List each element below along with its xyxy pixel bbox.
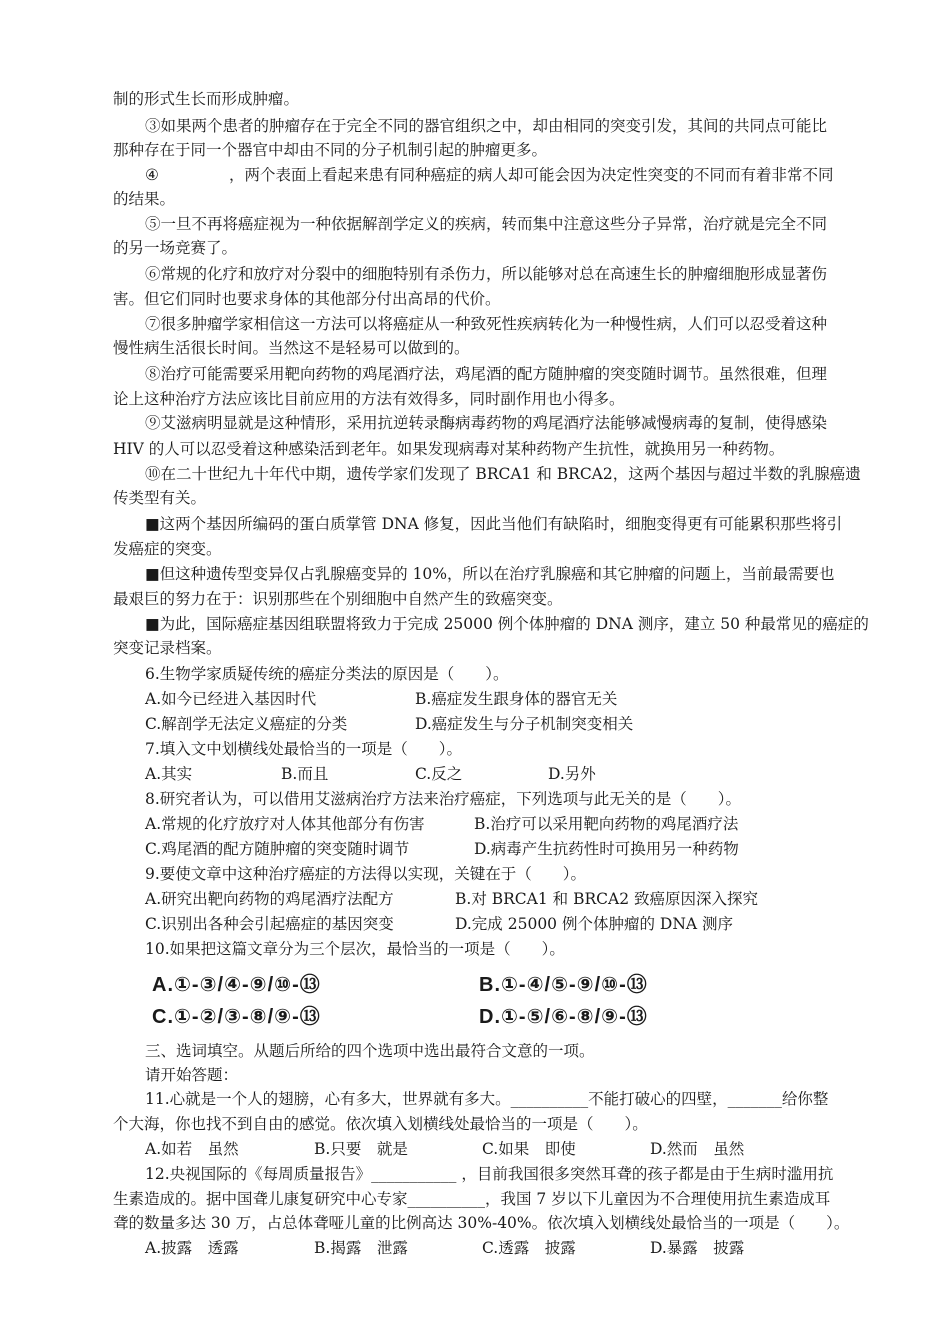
question-7-option-a: A.其实 — [145, 765, 193, 783]
question-11-option-c: C.如果 即使 — [482, 1140, 576, 1158]
question-11-option-a: A.如若 虽然 — [145, 1140, 239, 1158]
paragraph-10-line: 传类型有关。 — [113, 489, 207, 507]
paragraph-11-line: 发癌症的突变。 — [113, 540, 222, 558]
paragraph-7-line: ⑦很多肿瘤学家相信这一方法可以将癌症从一种致死性疾病转化为一种慢性病，人们可以忍受着这种 — [145, 315, 828, 333]
question-12-line: 聋的数量多达 30 万，占总体聋哑儿童的比例高达 30%-40%。依次填入划横线处最恰当的一项是（ ）。 — [113, 1214, 850, 1232]
paragraph-13-line: ■为此，国际癌症基因组联盟将致力于完成 25000 例个体肿瘤的 DNA 测序，建立 50 种最常见的癌症的 — [145, 615, 869, 633]
paragraph-13-line: 突变记录档案。 — [113, 639, 222, 657]
paragraph-line: 制的形式生长而形成肿瘤。 — [113, 90, 300, 108]
question-12-line: 12.央视国际的《每周质量报告》___________ ，目前我国很多突然耳聋的孩子都是由于生病时滥用抗 — [145, 1165, 834, 1183]
paragraph-9-line: ⑨艾滋病明显就是这种情形，采用抗逆转录酶病毒药物的鸡尾酒疗法能够减慢病毒的复制，使得感染 — [145, 414, 828, 432]
paragraph-3-line: ③如果两个患者的肿瘤存在于完全不同的器官组织之中，却由相同的突变引发，其间的共同点可能比 — [145, 117, 828, 135]
question-9-option-b: B.对 BRCA1 和 BRCA2 致癌原因深入探究 — [455, 890, 758, 908]
paragraph-6-line: ⑥常规的化疗和放疗对分裂中的细胞特别有杀伤力，所以能够对总在高速生长的肿瘤细胞形成显著伤 — [145, 265, 828, 283]
question-7-option-d: D.另外 — [548, 765, 596, 783]
question-11-line: 个大海，你也找不到自由的感觉。依次填入划横线处最恰当的一项是（ ）。 — [113, 1115, 648, 1133]
question-8-option-d: D.病毒产生抗药性时可换用另一种药物 — [474, 840, 739, 858]
question-6-option-c: C.解剖学无法定义癌症的分类 — [145, 715, 348, 733]
question-8-option-a: A.常规的化疗放疗对人体其他部分有伤害 — [145, 815, 425, 833]
paragraph-9-line: HIV 的人可以忍受着这种感染活到老年。如果发现病毒对某种药物产生抗性，就换用另一种药物。 — [113, 440, 785, 458]
start-prompt: 请开始答题： — [145, 1066, 239, 1084]
question-8-option-c: C.鸡尾酒的配方随肿瘤的突变随时调节 — [145, 840, 410, 858]
question-11-option-d: D.然而 虽然 — [650, 1140, 745, 1158]
paragraph-4-line: 的结果。 — [113, 190, 176, 208]
question-9-stem: 9.要使文章中这种治疗癌症的方法得以实现，关键在于（ ）。 — [145, 865, 587, 883]
paragraph-5-line: ⑤一旦不再将癌症视为一种依据解剖学定义的疾病，转而集中注意这些分子异常，治疗就是完全不同 — [145, 215, 828, 233]
question-6-option-b: B.癌症发生跟身体的器官无关 — [415, 690, 618, 708]
paragraph-8-line: ⑧治疗可能需要采用靶向药物的鸡尾酒疗法，鸡尾酒的配方随肿瘤的突变随时调节。虽然很难，但理 — [145, 365, 828, 383]
question-9-option-a: A.研究出靶向药物的鸡尾酒疗法配方 — [145, 890, 394, 908]
paragraph-7-line: 慢性病生活很长时间。当然这不是轻易可以做到的。 — [113, 339, 470, 357]
question-6-option-d: D.癌症发生与分子机制突变相关 — [415, 715, 634, 733]
question-6-option-a: A.如今已经进入基因时代 — [145, 690, 317, 708]
question-8-option-b: B.治疗可以采用靶向药物的鸡尾酒疗法 — [474, 815, 739, 833]
question-10-option-a: A.①-③/④-⑨/⑩-⑬ — [152, 974, 321, 996]
question-12-option-d: D.暴露 披露 — [650, 1239, 745, 1257]
question-12-option-c: C.透露 披露 — [482, 1239, 576, 1257]
paragraph-6-line: 害。但它们同时也要求身体的其他部分付出高昂的代价。 — [113, 290, 501, 308]
question-12-option-b: B.揭露 泄露 — [314, 1239, 408, 1257]
paragraph-8-line: 论上这种治疗方法应该比目前应用的方法有效得多，同时副作用也小得多。 — [113, 390, 625, 408]
paragraph-5-line: 的另一场竞赛了。 — [113, 239, 238, 257]
paragraph-4-number: ④ — [145, 166, 159, 184]
question-11-option-b: B.只要 就是 — [314, 1140, 408, 1158]
question-10-option-d: D.①-⑤/⑥-⑧/⑨-⑬ — [479, 1006, 648, 1028]
question-10-option-c: C.①-②/③-⑧/⑨-⑬ — [152, 1006, 321, 1028]
question-10-stem: 10.如果把这篇文章分为三个层次，最恰当的一项是（ ）。 — [145, 940, 565, 958]
paragraph-10-line: ⑩在二十世纪九十年代中期，遗传学家们发现了 BRCA1 和 BRCA2，这两个基因与超过半数的乳腺癌遗 — [145, 465, 861, 483]
paragraph-12-line: 最艰巨的努力在于：识别那些在个别细胞中自然产生的致癌突变。 — [113, 590, 563, 608]
question-9-option-d: D.完成 25000 例个体肿瘤的 DNA 测序 — [455, 915, 734, 933]
question-12-option-a: A.披露 透露 — [145, 1239, 239, 1257]
section-3-heading: 三、选词填空。从题后所给的四个选项中选出最符合文意的一项。 — [145, 1042, 595, 1060]
paragraph-3-line: 那种存在于同一个器官中却由不同的分子机制引起的肿瘤更多。 — [113, 141, 548, 159]
question-9-option-c: C.识别出各种会引起癌症的基因突变 — [145, 915, 394, 933]
question-8-stem: 8.研究者认为，可以借用艾滋病治疗方法来治疗癌症，下列选项与此无关的是（ ）。 — [145, 790, 742, 808]
paragraph-11-line: ■这两个基因所编码的蛋白质掌管 DNA 修复，因此当他们有缺陷时，细胞变得更有可能累积那些将引 — [145, 515, 843, 533]
question-7-stem: 7.填入文中划横线处最恰当的一项是（ ）。 — [145, 740, 463, 758]
question-11-line: 11.心就是一个人的翅膀，心有多大，世界就有多大。__________不能打破心的四壁，_______给你整 — [145, 1090, 829, 1108]
question-12-line: 生素造成的。据中国聋儿康复研究中心专家__________，我国 7 岁以下儿童因为不合理使用抗生素造成耳 — [113, 1190, 831, 1208]
paragraph-12-line: ■但这种遗传型变异仅占乳腺癌变异的 10%，所以在治疗乳腺癌和其它肿瘤的问题上，当前最需要也 — [145, 565, 835, 583]
question-6-stem: 6.生物学家质疑传统的癌症分类法的原因是（ ）。 — [145, 665, 509, 683]
question-10-option-b: B.①-④/⑤-⑨/⑩-⑬ — [479, 974, 648, 996]
paragraph-4-line: ，两个表面上看起来患有同种癌症的病人却可能会因为决定性突变的不同而有着非常不同 — [229, 166, 834, 184]
question-7-option-b: B.而且 — [281, 765, 329, 783]
question-7-option-c: C.反之 — [415, 765, 463, 783]
